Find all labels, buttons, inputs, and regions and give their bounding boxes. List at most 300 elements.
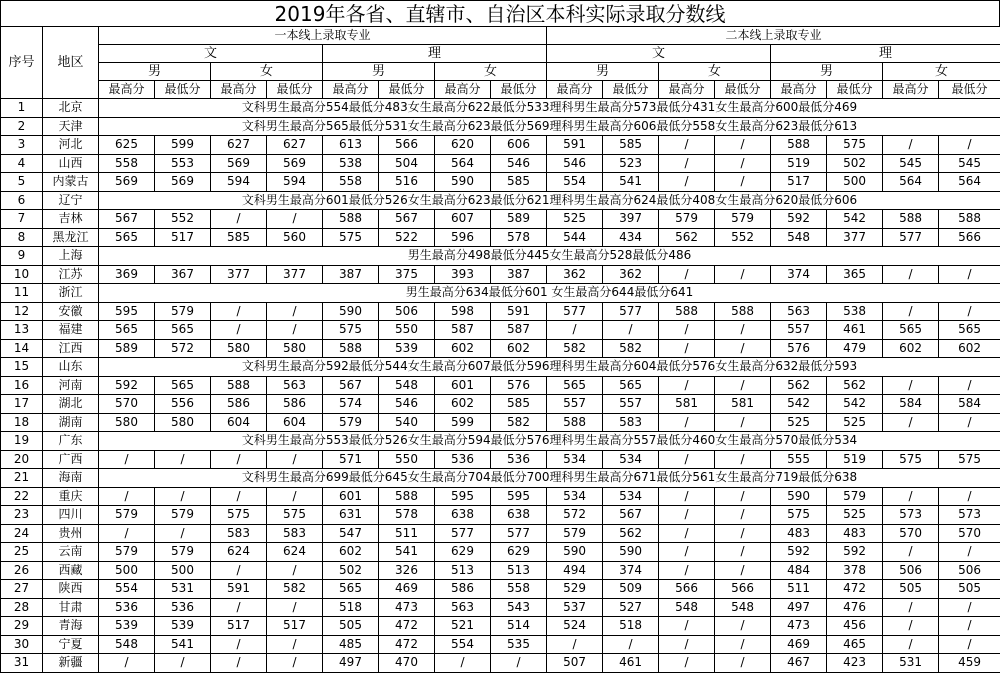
- score-cell: 588: [211, 376, 267, 395]
- score-cell: 575: [827, 136, 883, 155]
- score-cell: 562: [659, 228, 715, 247]
- header-max: 最高分: [211, 81, 267, 99]
- header-max: 最高分: [435, 81, 491, 99]
- score-cell: /: [211, 487, 267, 506]
- score-cell: 534: [603, 450, 659, 469]
- table-row: [1, 136, 1000, 155]
- score-cell: 467: [771, 654, 827, 673]
- score-cell: 586: [267, 395, 323, 414]
- table-row: [1, 191, 1000, 210]
- score-cell: 479: [827, 339, 883, 358]
- row-region: 江西: [43, 339, 99, 358]
- header-male: 男: [771, 63, 883, 81]
- header-min: 最低分: [267, 81, 323, 99]
- score-cell: 546: [491, 154, 547, 173]
- score-cell: /: [659, 487, 715, 506]
- score-cell: 613: [323, 136, 379, 155]
- score-cell: 627: [267, 136, 323, 155]
- score-cell: 483: [827, 524, 883, 543]
- score-cell: 575: [323, 321, 379, 340]
- score-cell: 534: [603, 487, 659, 506]
- score-cell: 536: [155, 598, 211, 617]
- score-cell: /: [883, 302, 939, 321]
- score-cell: /: [211, 598, 267, 617]
- row-number: 18: [1, 413, 43, 432]
- score-cell: 497: [323, 654, 379, 673]
- score-cell: 579: [99, 506, 155, 525]
- score-cell: 519: [771, 154, 827, 173]
- table-row: [1, 580, 1000, 599]
- score-cell: 541: [603, 173, 659, 192]
- score-cell: 588: [883, 210, 939, 229]
- score-cell: /: [659, 173, 715, 192]
- table-row: [1, 543, 1000, 562]
- admission-score-table: [0, 26, 1000, 673]
- score-cell: 631: [323, 506, 379, 525]
- row-region: 宁夏: [43, 635, 99, 654]
- score-cell: 557: [603, 395, 659, 414]
- score-cell: /: [155, 654, 211, 673]
- score-cell: /: [659, 543, 715, 562]
- score-cell: /: [715, 506, 771, 525]
- score-cell: 524: [547, 617, 603, 636]
- score-cell: 362: [547, 265, 603, 284]
- row-region: 四川: [43, 506, 99, 525]
- row-number: 27: [1, 580, 43, 599]
- score-cell: /: [883, 376, 939, 395]
- header-tier1-arts: 文: [99, 45, 323, 63]
- score-cell: 562: [771, 376, 827, 395]
- score-cell: 465: [827, 635, 883, 654]
- score-cell: /: [211, 635, 267, 654]
- score-cell: 588: [771, 136, 827, 155]
- score-cell: /: [155, 487, 211, 506]
- score-cell: 387: [323, 265, 379, 284]
- score-cell: 602: [323, 543, 379, 562]
- score-cell: /: [659, 136, 715, 155]
- score-cell: 377: [267, 265, 323, 284]
- score-cell: 588: [659, 302, 715, 321]
- score-cell: 511: [771, 580, 827, 599]
- score-cell: 377: [211, 265, 267, 284]
- score-cell: 569: [211, 154, 267, 173]
- score-cell: 461: [827, 321, 883, 340]
- score-cell: /: [267, 635, 323, 654]
- score-cell: 565: [99, 228, 155, 247]
- score-cell: /: [883, 136, 939, 155]
- score-cell: 586: [211, 395, 267, 414]
- score-cell: /: [715, 154, 771, 173]
- header-max: 最高分: [323, 81, 379, 99]
- score-cell: 547: [323, 524, 379, 543]
- score-cell: /: [659, 635, 715, 654]
- score-cell: 541: [155, 635, 211, 654]
- score-cell: 579: [155, 543, 211, 562]
- row-region: 新疆: [43, 654, 99, 673]
- header-tier2-arts: 文: [547, 45, 771, 63]
- row-number: 29: [1, 617, 43, 636]
- score-cell: 584: [883, 395, 939, 414]
- row-number: 14: [1, 339, 43, 358]
- score-cell: /: [547, 635, 603, 654]
- score-cell: 517: [267, 617, 323, 636]
- score-cell: /: [547, 321, 603, 340]
- score-cell: 459: [939, 654, 1000, 673]
- score-cell: 535: [491, 635, 547, 654]
- row-number: 7: [1, 210, 43, 229]
- score-cell: 579: [323, 413, 379, 432]
- score-cell: 589: [491, 210, 547, 229]
- row-region: 北京: [43, 99, 99, 118]
- score-cell: /: [715, 487, 771, 506]
- score-cell: /: [883, 413, 939, 432]
- row-region: 内蒙古: [43, 173, 99, 192]
- score-cell: 525: [771, 413, 827, 432]
- header-female: 女: [659, 63, 771, 81]
- score-cell: 587: [491, 321, 547, 340]
- header-min: 最低分: [827, 81, 883, 99]
- score-cell: 546: [547, 154, 603, 173]
- row-number: 17: [1, 395, 43, 414]
- row-region: 江苏: [43, 265, 99, 284]
- score-cell: 534: [547, 487, 603, 506]
- score-cell: 548: [99, 635, 155, 654]
- score-cell: 576: [491, 376, 547, 395]
- score-cell: 369: [99, 265, 155, 284]
- score-cell: /: [715, 524, 771, 543]
- score-cell: 472: [379, 617, 435, 636]
- score-cell: 588: [323, 339, 379, 358]
- score-cell: 552: [155, 210, 211, 229]
- score-cell: /: [211, 654, 267, 673]
- score-cell: 582: [547, 339, 603, 358]
- score-cell: /: [939, 302, 1000, 321]
- score-cell: /: [99, 450, 155, 469]
- score-cell: /: [267, 321, 323, 340]
- score-cell: 367: [155, 265, 211, 284]
- score-cell: 563: [435, 598, 491, 617]
- row-region: 上海: [43, 247, 99, 266]
- score-cell: /: [715, 617, 771, 636]
- score-cell: 638: [491, 506, 547, 525]
- score-cell: 588: [323, 210, 379, 229]
- header-max: 最高分: [883, 81, 939, 99]
- score-cell: 558: [491, 580, 547, 599]
- score-cell: 572: [155, 339, 211, 358]
- header-min: 最低分: [939, 81, 1000, 99]
- score-cell: 602: [939, 339, 1000, 358]
- score-cell: 595: [491, 487, 547, 506]
- table-row: [1, 487, 1000, 506]
- score-cell: 582: [603, 339, 659, 358]
- score-cell: /: [267, 210, 323, 229]
- score-cell: 592: [771, 210, 827, 229]
- score-cell: 575: [267, 506, 323, 525]
- score-cell: 393: [435, 265, 491, 284]
- score-cell: 555: [771, 450, 827, 469]
- header-male: 男: [323, 63, 435, 81]
- score-cell: /: [659, 654, 715, 673]
- score-cell: /: [883, 487, 939, 506]
- score-cell: /: [211, 321, 267, 340]
- score-cell: 583: [603, 413, 659, 432]
- table-row: [1, 154, 1000, 173]
- score-cell: 565: [155, 376, 211, 395]
- table-row: [1, 395, 1000, 414]
- score-cell: 565: [155, 321, 211, 340]
- score-cell: 558: [323, 173, 379, 192]
- score-cell: /: [659, 154, 715, 173]
- score-cell: 484: [771, 561, 827, 580]
- score-cell: 560: [267, 228, 323, 247]
- score-cell: 580: [267, 339, 323, 358]
- row-number: 28: [1, 598, 43, 617]
- score-cell: 545: [883, 154, 939, 173]
- score-cell: /: [883, 543, 939, 562]
- header-female: 女: [883, 63, 1000, 81]
- score-cell: 326: [379, 561, 435, 580]
- score-cell: 505: [883, 580, 939, 599]
- score-cell: /: [99, 654, 155, 673]
- row-number: 12: [1, 302, 43, 321]
- row-region: 重庆: [43, 487, 99, 506]
- score-cell: 576: [771, 339, 827, 358]
- score-cell: 599: [435, 413, 491, 432]
- table-row: [1, 284, 1000, 303]
- score-cell: /: [659, 617, 715, 636]
- score-cell: /: [659, 321, 715, 340]
- score-cell: /: [155, 450, 211, 469]
- score-cell: /: [715, 321, 771, 340]
- score-cell: 557: [547, 395, 603, 414]
- score-cell: 582: [267, 580, 323, 599]
- score-cell: 374: [603, 561, 659, 580]
- score-cell: 585: [491, 173, 547, 192]
- score-cell: 638: [435, 506, 491, 525]
- score-cell: /: [715, 635, 771, 654]
- score-cell: 473: [771, 617, 827, 636]
- score-cell: 579: [155, 302, 211, 321]
- score-cell: /: [659, 376, 715, 395]
- score-cell: 579: [99, 543, 155, 562]
- score-cell: 562: [827, 376, 883, 395]
- score-cell: /: [939, 265, 1000, 284]
- score-cell: /: [659, 561, 715, 580]
- score-cell: 588: [715, 302, 771, 321]
- header-min: 最低分: [155, 81, 211, 99]
- table-row: [1, 247, 1000, 266]
- score-cell: 514: [491, 617, 547, 636]
- score-cell: 606: [491, 136, 547, 155]
- score-cell: 565: [883, 321, 939, 340]
- score-cell: 504: [379, 154, 435, 173]
- score-cell: /: [491, 654, 547, 673]
- score-cell: 536: [435, 450, 491, 469]
- row-region: 西藏: [43, 561, 99, 580]
- score-cell: 590: [547, 543, 603, 562]
- row-region: 甘肃: [43, 598, 99, 617]
- score-cell: 625: [99, 136, 155, 155]
- score-cell: /: [883, 617, 939, 636]
- score-cell: 570: [99, 395, 155, 414]
- score-cell: /: [267, 302, 323, 321]
- score-cell: 434: [603, 228, 659, 247]
- score-cell: 509: [603, 580, 659, 599]
- score-cell: 575: [883, 450, 939, 469]
- score-cell: 497: [771, 598, 827, 617]
- score-cell: 566: [715, 580, 771, 599]
- score-cell: 362: [603, 265, 659, 284]
- row-number: 24: [1, 524, 43, 543]
- score-cell: 476: [827, 598, 883, 617]
- score-cell: 591: [547, 136, 603, 155]
- table-row: [1, 598, 1000, 617]
- merged-score-note: 男生最高分498最低分445女生最高分528最低分486: [99, 247, 1000, 266]
- row-region: 海南: [43, 469, 99, 488]
- score-cell: /: [659, 413, 715, 432]
- merged-score-note: 文科男生最高分699最低分645女生最高分704最低分700理科男生最高分671最低分561女生最高分719最低分638: [99, 469, 1000, 488]
- score-cell: /: [715, 265, 771, 284]
- score-cell: 579: [659, 210, 715, 229]
- header-max: 最高分: [771, 81, 827, 99]
- score-cell: /: [267, 561, 323, 580]
- merged-score-note: 男生最高分634最低分601 女生最高分644最低分641: [99, 284, 1000, 303]
- score-cell: 592: [827, 543, 883, 562]
- score-cell: /: [715, 136, 771, 155]
- score-cell: 543: [491, 598, 547, 617]
- score-cell: 472: [379, 635, 435, 654]
- merged-score-note: 文科男生最高分554最低分483女生最高分622最低分533理科男生最高分573最低分431女生最高分600最低分469: [99, 99, 1000, 118]
- row-number: 20: [1, 450, 43, 469]
- row-region: 湖南: [43, 413, 99, 432]
- score-cell: 554: [99, 580, 155, 599]
- score-cell: 525: [827, 506, 883, 525]
- score-cell: 563: [771, 302, 827, 321]
- score-cell: /: [939, 635, 1000, 654]
- header-min: 最低分: [491, 81, 547, 99]
- row-number: 26: [1, 561, 43, 580]
- row-region: 贵州: [43, 524, 99, 543]
- score-cell: 577: [547, 302, 603, 321]
- row-number: 22: [1, 487, 43, 506]
- score-cell: 536: [491, 450, 547, 469]
- row-number: 8: [1, 228, 43, 247]
- score-cell: 565: [939, 321, 1000, 340]
- score-cell: /: [659, 524, 715, 543]
- row-number: 19: [1, 432, 43, 451]
- score-cell: 629: [491, 543, 547, 562]
- score-cell: 567: [379, 210, 435, 229]
- row-number: 10: [1, 265, 43, 284]
- score-cell: 579: [827, 487, 883, 506]
- row-region: 陕西: [43, 580, 99, 599]
- score-cell: 564: [939, 173, 1000, 192]
- score-cell: 494: [547, 561, 603, 580]
- score-cell: /: [435, 654, 491, 673]
- score-cell: /: [939, 598, 1000, 617]
- score-cell: 577: [491, 524, 547, 543]
- score-cell: 604: [267, 413, 323, 432]
- row-region: 云南: [43, 543, 99, 562]
- score-cell: 529: [547, 580, 603, 599]
- score-cell: /: [211, 561, 267, 580]
- score-cell: 473: [379, 598, 435, 617]
- score-cell: 461: [603, 654, 659, 673]
- score-cell: 624: [267, 543, 323, 562]
- row-region: 青海: [43, 617, 99, 636]
- score-cell: 624: [211, 543, 267, 562]
- score-cell: 594: [267, 173, 323, 192]
- score-cell: 522: [379, 228, 435, 247]
- score-cell: /: [211, 302, 267, 321]
- row-region: 河南: [43, 376, 99, 395]
- score-cell: /: [211, 450, 267, 469]
- score-cell: 539: [99, 617, 155, 636]
- score-cell: 577: [603, 302, 659, 321]
- score-cell: 536: [99, 598, 155, 617]
- score-cell: 563: [267, 376, 323, 395]
- score-cell: 539: [379, 339, 435, 358]
- score-cell: 566: [939, 228, 1000, 247]
- score-cell: 629: [435, 543, 491, 562]
- score-cell: 542: [827, 210, 883, 229]
- score-cell: 570: [883, 524, 939, 543]
- score-cell: 581: [715, 395, 771, 414]
- table-row: [1, 376, 1000, 395]
- score-cell: 538: [323, 154, 379, 173]
- merged-score-note: 文科男生最高分592最低分544女生最高分607最低分596理科男生最高分604最低分576女生最高分632最低分593: [99, 358, 1000, 377]
- score-cell: 579: [715, 210, 771, 229]
- score-cell: /: [715, 413, 771, 432]
- score-cell: 567: [99, 210, 155, 229]
- score-cell: /: [603, 321, 659, 340]
- row-region: 山东: [43, 358, 99, 377]
- table-row: [1, 339, 1000, 358]
- score-cell: /: [715, 173, 771, 192]
- row-region: 浙江: [43, 284, 99, 303]
- score-cell: 513: [435, 561, 491, 580]
- score-cell: 540: [379, 413, 435, 432]
- row-region: 河北: [43, 136, 99, 155]
- score-cell: 531: [155, 580, 211, 599]
- row-region: 广东: [43, 432, 99, 451]
- row-number: 15: [1, 358, 43, 377]
- table-row: [1, 617, 1000, 636]
- score-cell: /: [267, 487, 323, 506]
- table-row: [1, 413, 1000, 432]
- score-cell: 589: [99, 339, 155, 358]
- score-cell: 580: [155, 413, 211, 432]
- score-cell: 627: [211, 136, 267, 155]
- table-row: [1, 117, 1000, 136]
- table-row: [1, 635, 1000, 654]
- header-tier1: 一本线上录取专业: [99, 27, 547, 45]
- score-cell: 592: [771, 543, 827, 562]
- score-cell: /: [939, 413, 1000, 432]
- score-cell: 550: [379, 450, 435, 469]
- score-cell: 548: [379, 376, 435, 395]
- score-cell: 506: [939, 561, 1000, 580]
- score-cell: 592: [99, 376, 155, 395]
- score-cell: 575: [211, 506, 267, 525]
- score-cell: /: [715, 561, 771, 580]
- score-cell: 583: [267, 524, 323, 543]
- score-cell: 387: [491, 265, 547, 284]
- score-cell: 519: [827, 450, 883, 469]
- row-number: 16: [1, 376, 43, 395]
- score-cell: 554: [435, 635, 491, 654]
- header-male: 男: [99, 63, 211, 81]
